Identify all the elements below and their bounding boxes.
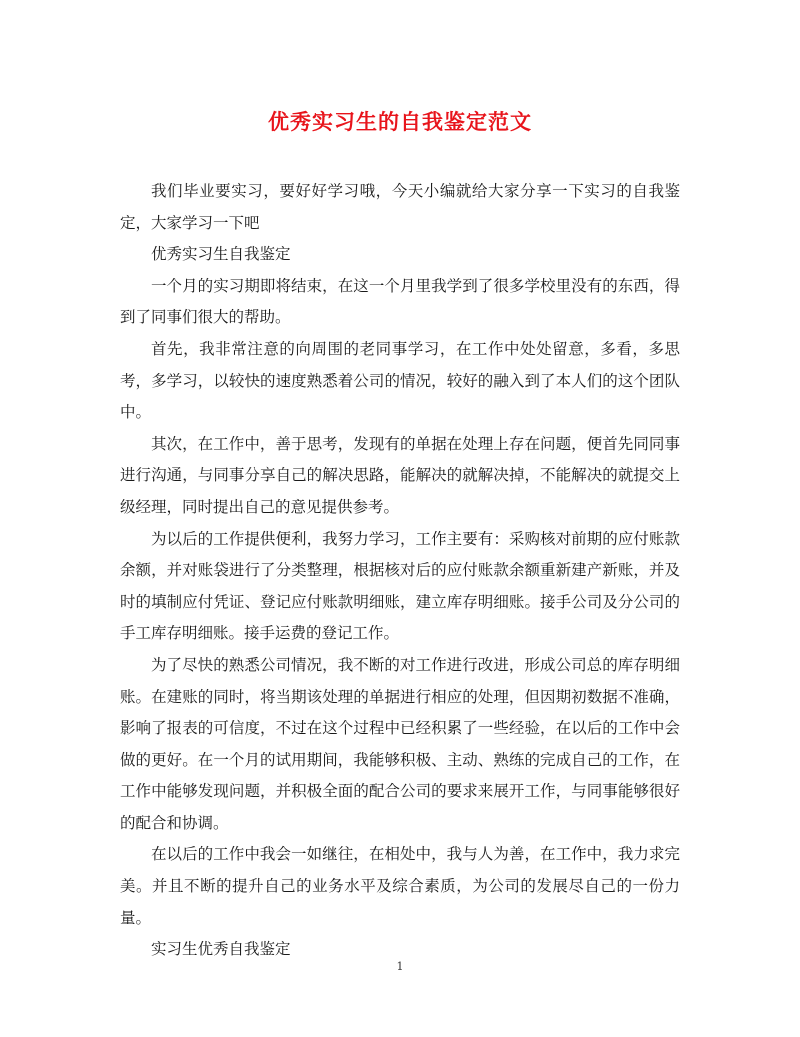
body-paragraph: 在以后的工作中我会一如继往，在相处中，我与人为善，在工作中，我力求完美。并且不断的提升自己的业务水平及综合素质，为公司的发展尽自己的一份力量。 <box>120 845 680 927</box>
page-number: 1 <box>396 960 404 973</box>
intro-paragraph: 我们毕业要实习，要好好学习哦，今天小编就给大家分享一下实习的自我鉴定，大家学习一下吧 <box>120 182 680 232</box>
body-paragraph: 首先，我非常注意的向周围的老同事学习，在工作中处处留意，多看，多思考，多学习，以较快的速度熟悉着公司的情况，较好的融入到了本人们的这个团队中。 <box>120 339 680 422</box>
document-body <box>120 176 680 966</box>
document-title: 优秀实习生的自我鉴定范文 <box>268 109 532 134</box>
body-paragraph: 一个月的实习期即将结束，在这一个月里我学到了很多学校里没有的东西，得到了同事们很大的帮助。 <box>120 276 680 327</box>
body-paragraph: 其次，在工作中，善于思考，发现有的单据在处理上存在问题，便首先同同事进行沟通，与同事分享自己的解决思路，能解决的就解决掉，不能解决的就提交上级经理，同时提出自己的意见提供参考。 <box>120 434 680 516</box>
body-paragraph: 为以后的工作提供便利，我努力学习，工作主要有：采购核对前期的应付账款余额，并对账袋进行了分类整理，根据核对后的应付账款余额重新建产新账，并及时的填制应付凭证、登记应付账款明细账，建立库存明细账。接手公司及分公司的手工库存明细账。接手运费的登记工作。 <box>120 529 680 643</box>
body-paragraph: 为了尽快的熟悉公司情况，我不断的对工作进行改进，形成公司总的库存明细账。在建账的同时，将当期该处理的单据进行相应的处理，但因期初数据不准确，影响了报表的可信度，不过在这个过程中已经积累了一些经验，在以后的工作中会做的更好。在一个月的试用期间，我能够积极、主动、熟练的完成自己的工作，在工作中能够发现问题，并积极全面的配合公司的要求来展开工作，与同事能够很好的配合和协调。 <box>120 655 680 832</box>
section-heading: 优秀实习生自我鉴定 <box>151 245 291 264</box>
section-heading: 实习生优秀自我鉴定 <box>151 940 291 959</box>
